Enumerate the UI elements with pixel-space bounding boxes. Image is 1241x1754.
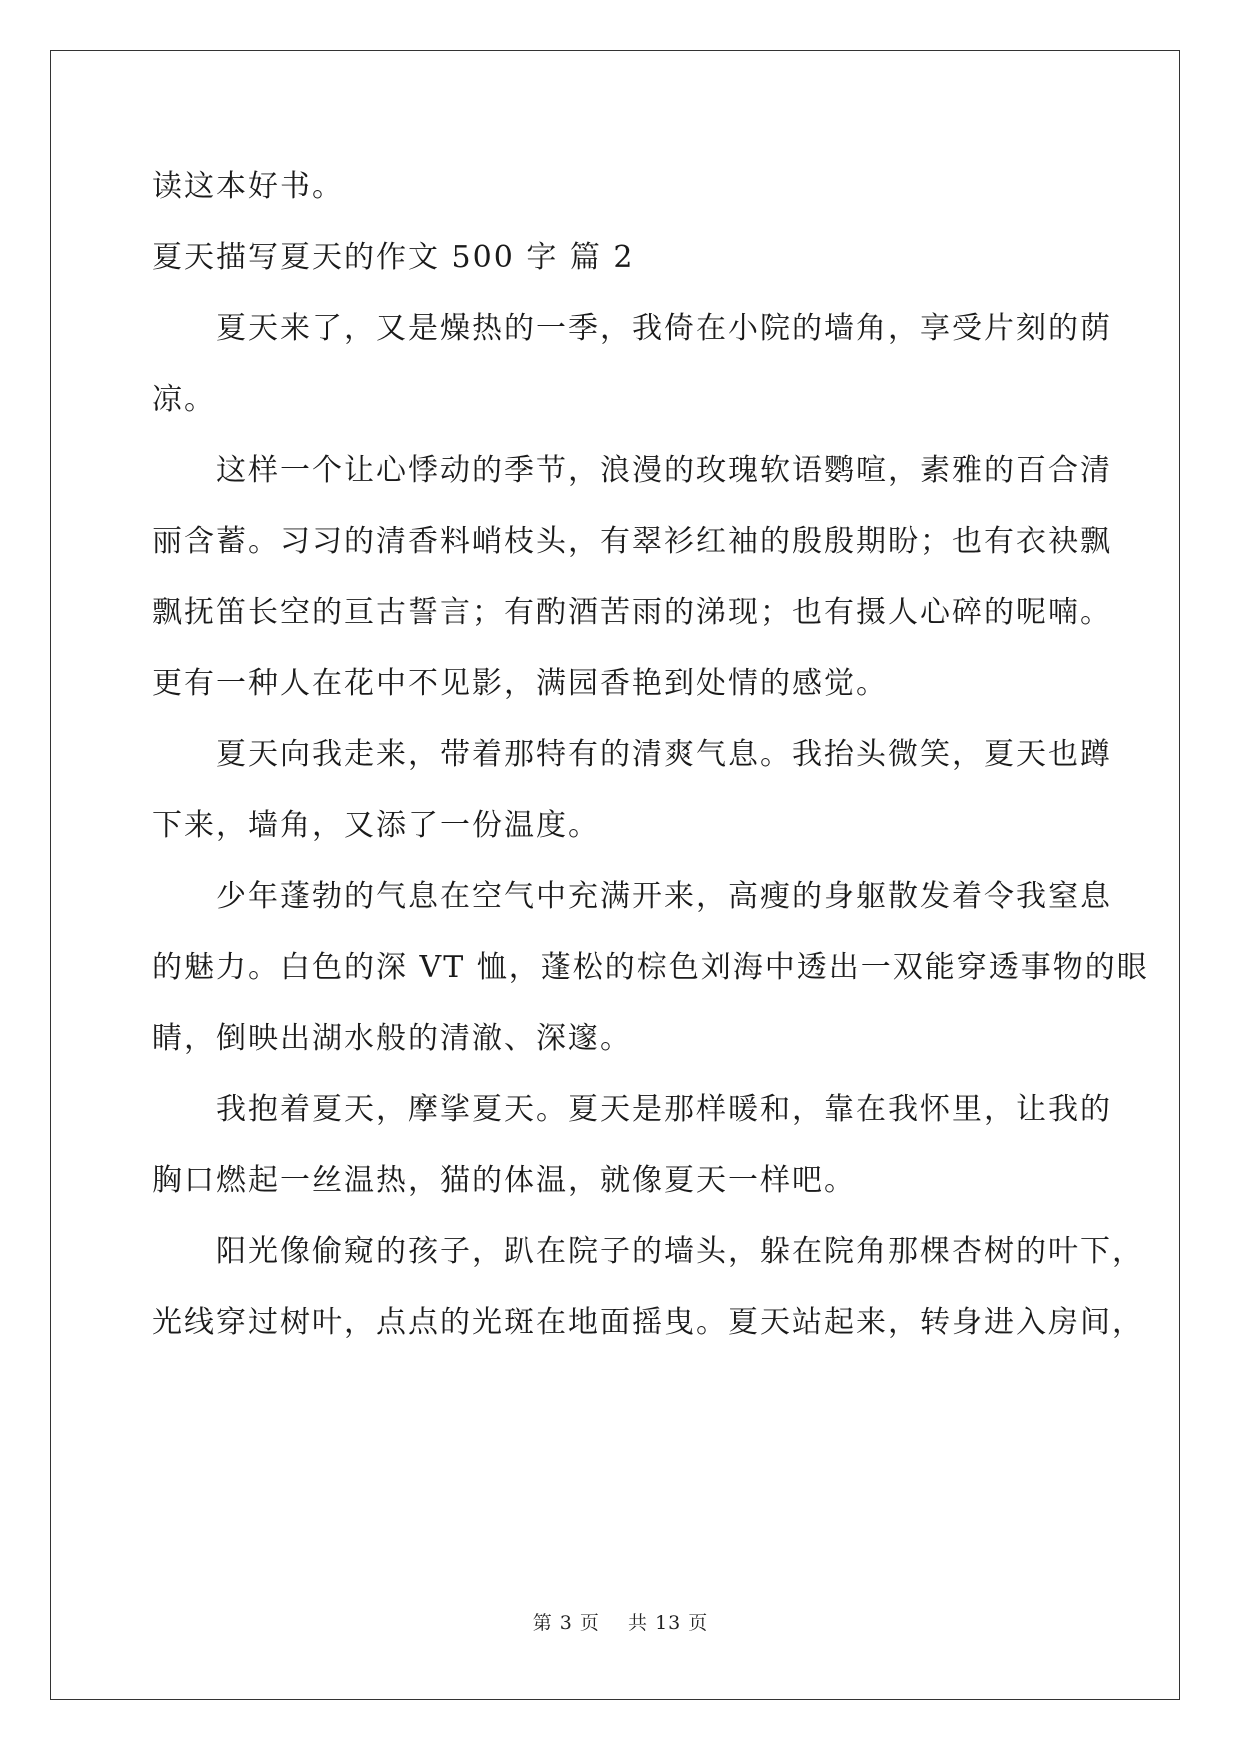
page-footer	[0, 1608, 1241, 1635]
text-line: 胸口燃起一丝温热，猫的体温，就像夏天一样吧。	[152, 1163, 856, 1198]
section-heading: 夏天描写夏天的作文 500 字 篇 2	[152, 240, 635, 275]
text-line: 夏天来了，又是燥热的一季，我倚在小院的墙角，享受片刻的荫	[216, 311, 1112, 346]
text-line: 凉。	[152, 382, 216, 417]
text-line: 夏天向我走来，带着那特有的清爽气息。我抬头微笑，夏天也蹲	[216, 737, 1112, 772]
page-total: 共 13 页	[628, 1612, 709, 1634]
text-line: 光线穿过树叶，点点的光斑在地面摇曳。夏天站起来，转身进入房间，	[152, 1305, 1144, 1340]
text-line: 更有一种人在花中不见影，满园香艳到处情的感觉。	[152, 666, 888, 701]
text-line: 这样一个让心悸动的季节，浪漫的玫瑰软语鹦喧，素雅的百合清	[216, 453, 1112, 488]
text-line: 少年蓬勃的气息在空气中充满开来，高瘦的身躯散发着令我窒息	[216, 879, 1112, 914]
text-line: 读这本好书。	[152, 169, 344, 204]
page-number: 第 3 页	[532, 1612, 600, 1634]
text-line: 丽含蓄。习习的清香料峭枝头，有翠衫红袖的殷殷期盼；也有衣袂飘	[152, 524, 1112, 559]
text-line: 阳光像偷窥的孩子，趴在院子的墙头，躲在院角那棵杏树的叶下，	[216, 1234, 1144, 1269]
text-line: 我抱着夏天，摩挲夏天。夏天是那样暖和，靠在我怀里，让我的	[216, 1092, 1112, 1127]
text-line: 下来，墙角，又添了一份温度。	[152, 808, 600, 843]
text-line: 飘抚笛长空的亘古誓言；有酌酒苦雨的涕现；也有摄人心碎的呢喃。	[152, 595, 1112, 630]
text-line: 的魅力。白色的深 VT 恤，蓬松的棕色刘海中透出一双能穿透事物的眼	[152, 950, 1149, 985]
text-line: 睛，倒映出湖水般的清澈、深邃。	[152, 1021, 632, 1056]
document-body	[152, 163, 1149, 1370]
